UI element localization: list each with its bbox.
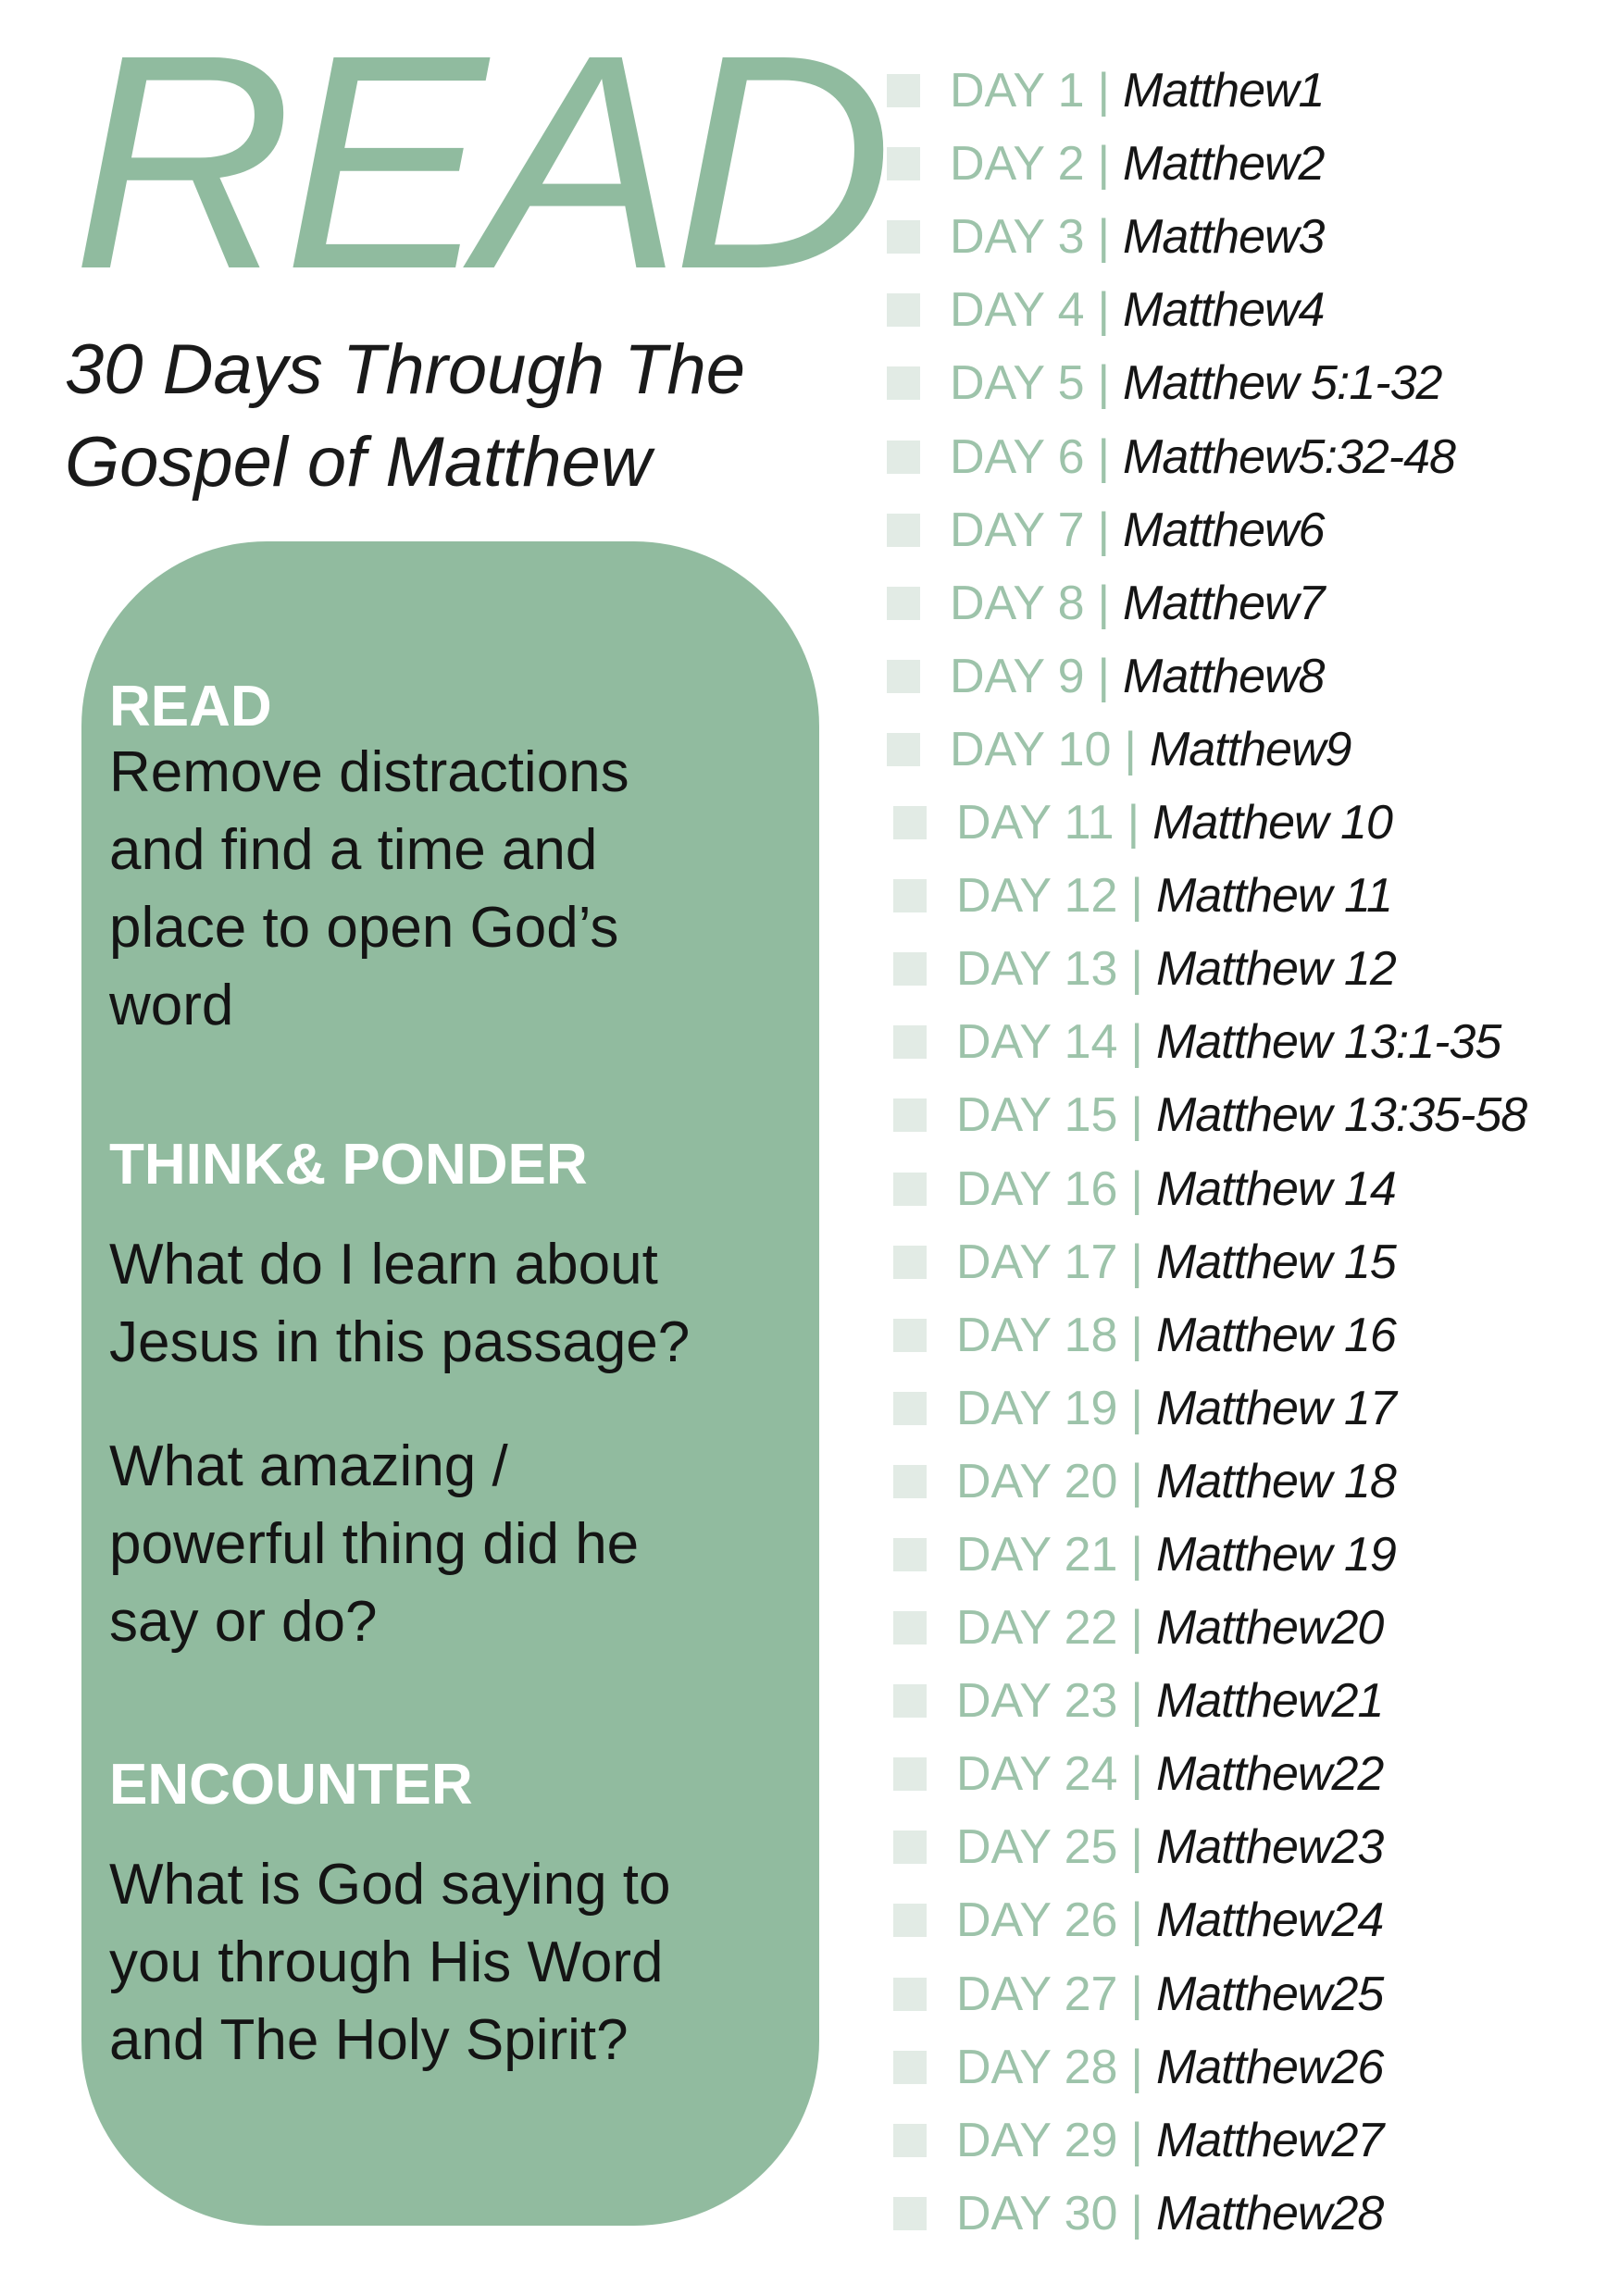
passage-reference: Matthew 5:1-32 [1123, 356, 1442, 410]
reading-plan-row [893, 1161, 1396, 1217]
passage-reference: Matthew9 [1149, 723, 1351, 776]
day-label: DAY 19 [956, 1382, 1118, 1435]
reading-plan-row [893, 2040, 1383, 2095]
think-question-powerful [109, 1428, 813, 1661]
reading-plan-row [893, 1014, 1501, 1070]
passage-reference: Matthew 18 [1155, 1455, 1396, 1508]
day-checkbox[interactable] [893, 2051, 927, 2084]
passage-reference: Matthew25 [1155, 1967, 1384, 2021]
question-line: Jesus in this passage? [109, 1310, 691, 1374]
reading-plan-row [893, 795, 1392, 850]
passage-reference: Matthew26 [1155, 2041, 1384, 2094]
day-label: DAY 23 [956, 1674, 1118, 1728]
day-label: DAY 15 [956, 1088, 1118, 1142]
read-line: place to open God’s [109, 896, 619, 960]
reading-plan-row [893, 2186, 1383, 2241]
reading-plan-row [887, 649, 1324, 704]
passage-reference: Matthew3 [1123, 210, 1325, 264]
reading-plan-row [887, 722, 1351, 777]
passage-reference: Matthew24 [1155, 1893, 1384, 1947]
day-separator: | [1130, 1455, 1143, 1508]
day-separator: | [1130, 2114, 1143, 2167]
passage-reference: Matthew23 [1155, 1820, 1384, 1874]
day-label: DAY 9 [950, 650, 1085, 703]
day-separator: | [1130, 1528, 1143, 1582]
day-checkbox[interactable] [887, 220, 920, 254]
day-label: DAY 24 [956, 1747, 1118, 1801]
reading-plan-row [893, 1819, 1383, 1875]
day-checkbox[interactable] [887, 733, 920, 766]
day-label: DAY 12 [956, 869, 1118, 923]
day-separator: | [1097, 283, 1111, 337]
passage-reference: Matthew28 [1155, 2187, 1384, 2240]
read-heading: READ [109, 675, 272, 738]
reading-plan-row [893, 1893, 1383, 1948]
day-label: DAY 5 [950, 356, 1085, 410]
reading-plan-row [893, 941, 1396, 997]
passage-reference: Matthew 16 [1155, 1309, 1396, 1362]
day-separator: | [1124, 723, 1137, 776]
passage-reference: Matthew5:32-48 [1123, 430, 1455, 484]
day-separator: | [1097, 577, 1111, 630]
encounter-heading: ENCOUNTER [109, 1753, 473, 1817]
day-label: DAY 6 [950, 430, 1085, 484]
day-checkbox[interactable] [887, 441, 920, 474]
passage-reference: Matthew6 [1123, 503, 1325, 557]
day-label: DAY 22 [956, 1601, 1118, 1655]
reading-plan-row [893, 1235, 1396, 1290]
reading-plan-row [893, 1527, 1396, 1582]
encounter-line: you through His Word [109, 1930, 664, 1994]
reading-plan-row [887, 355, 1441, 411]
day-label: DAY 25 [956, 1820, 1118, 1874]
reading-plan-row [893, 868, 1392, 924]
page-title: READ [72, 0, 884, 332]
day-label: DAY 1 [950, 64, 1085, 118]
day-label: DAY 3 [950, 210, 1085, 264]
day-separator: | [1130, 1088, 1143, 1142]
encounter-question [109, 1846, 813, 2079]
day-separator: | [1097, 137, 1111, 191]
passage-reference: Matthew 15 [1155, 1235, 1396, 1289]
reading-plan-row [887, 282, 1324, 338]
day-checkbox[interactable] [887, 74, 920, 107]
day-separator: | [1130, 1820, 1143, 1874]
reading-plan-row [887, 136, 1324, 192]
day-checkbox[interactable] [887, 366, 920, 400]
day-separator: | [1130, 1162, 1143, 1216]
passage-reference: Matthew 19 [1155, 1528, 1396, 1582]
day-label: DAY 20 [956, 1455, 1118, 1508]
day-checkbox[interactable] [893, 1978, 927, 2011]
day-label: DAY 30 [956, 2187, 1118, 2240]
day-label: DAY 29 [956, 2114, 1118, 2167]
day-checkbox[interactable] [893, 1831, 927, 1864]
day-separator: | [1130, 1674, 1143, 1728]
day-checkbox[interactable] [893, 2124, 927, 2157]
day-label: DAY 16 [956, 1162, 1118, 1216]
read-line: Remove distractions [109, 740, 629, 804]
reading-guide-card [81, 541, 819, 2226]
question-line: powerful thing did he [109, 1512, 640, 1576]
day-separator: | [1130, 1382, 1143, 1435]
passage-reference: Matthew 13:1-35 [1155, 1015, 1501, 1069]
day-label: DAY 17 [956, 1235, 1118, 1289]
read-line: word [109, 974, 234, 1037]
passage-reference: Matthew 12 [1155, 942, 1396, 996]
subtitle-line: Gospel of Matthew [65, 423, 652, 502]
reading-plan-row [887, 503, 1324, 558]
passage-reference: Matthew21 [1155, 1674, 1384, 1728]
reading-plan-row [893, 1673, 1383, 1729]
encounter-line: and The Holy Spirit? [109, 2008, 629, 2072]
passage-reference: Matthew 10 [1152, 796, 1392, 850]
day-checkbox[interactable] [887, 293, 920, 327]
passage-reference: Matthew22 [1155, 1747, 1384, 1801]
day-separator: | [1130, 1893, 1143, 1947]
day-separator: | [1097, 650, 1111, 703]
reading-plan-row [887, 63, 1324, 118]
day-checkbox[interactable] [887, 147, 920, 180]
reading-plan-row [893, 2113, 1383, 2168]
question-line: What do I learn about [109, 1233, 658, 1297]
day-separator: | [1130, 2041, 1143, 2094]
day-label: DAY 2 [950, 137, 1085, 191]
read-instructions [109, 734, 813, 1045]
day-separator: | [1097, 210, 1111, 264]
think-question-jesus [109, 1226, 813, 1382]
day-checkbox[interactable] [893, 1465, 927, 1498]
day-checkbox[interactable] [893, 1392, 927, 1425]
day-checkbox[interactable] [893, 1319, 927, 1352]
day-checkbox[interactable] [893, 2197, 927, 2230]
reading-plan-row [893, 1087, 1526, 1143]
day-separator: | [1130, 1015, 1143, 1069]
day-checkbox[interactable] [893, 879, 927, 912]
day-checkbox[interactable] [887, 660, 920, 693]
day-separator: | [1130, 1747, 1143, 1801]
reading-plan-row [893, 1454, 1396, 1509]
reading-plan-row [887, 429, 1455, 485]
passage-reference: Matthew 17 [1155, 1382, 1396, 1435]
day-separator: | [1097, 64, 1111, 118]
reading-plan-row [893, 1746, 1383, 1802]
passage-reference: Matthew8 [1123, 650, 1325, 703]
day-separator: | [1130, 1601, 1143, 1655]
day-label: DAY 11 [956, 796, 1115, 850]
day-separator: | [1130, 1309, 1143, 1362]
day-label: DAY 14 [956, 1015, 1118, 1069]
day-separator: | [1097, 356, 1111, 410]
encounter-line: What is God saying to [109, 1853, 671, 1917]
day-checkbox[interactable] [893, 1173, 927, 1206]
question-line: What amazing / [109, 1434, 508, 1498]
day-checkbox[interactable] [893, 1904, 927, 1937]
read-line: and find a time and [109, 818, 598, 882]
page-subtitle [65, 324, 852, 509]
question-line: say or do? [109, 1590, 378, 1654]
reading-plan-row [887, 576, 1324, 631]
day-checkbox[interactable] [893, 1246, 927, 1279]
day-label: DAY 7 [950, 503, 1085, 557]
day-separator: | [1097, 503, 1111, 557]
day-checkbox[interactable] [893, 1098, 927, 1132]
reading-plan-row [887, 209, 1324, 265]
day-checkbox[interactable] [893, 1025, 927, 1059]
day-separator: | [1130, 942, 1143, 996]
day-separator: | [1097, 430, 1111, 484]
day-checkbox[interactable] [893, 952, 927, 986]
day-label: DAY 27 [956, 1967, 1118, 2021]
day-label: DAY 21 [956, 1528, 1118, 1582]
reading-plan-row [893, 1308, 1396, 1363]
day-separator: | [1130, 2187, 1143, 2240]
day-label: DAY 26 [956, 1893, 1118, 1947]
day-separator: | [1130, 869, 1143, 923]
day-label: DAY 4 [950, 283, 1085, 337]
passage-reference: Matthew20 [1155, 1601, 1384, 1655]
day-checkbox[interactable] [887, 514, 920, 547]
day-checkbox[interactable] [887, 587, 920, 620]
day-separator: | [1130, 1967, 1143, 2021]
reading-plan-row [893, 1381, 1396, 1436]
day-label: DAY 28 [956, 2041, 1118, 2094]
passage-reference: Matthew27 [1155, 2114, 1384, 2167]
reading-plan-row [893, 1967, 1383, 2022]
day-checkbox[interactable] [893, 1757, 927, 1791]
day-checkbox[interactable] [893, 1611, 927, 1644]
day-checkbox[interactable] [893, 1538, 927, 1571]
day-checkbox[interactable] [893, 1684, 927, 1718]
day-checkbox[interactable] [893, 806, 927, 839]
passage-reference: Matthew1 [1123, 64, 1325, 118]
reading-plan-row [893, 1600, 1383, 1656]
passage-reference: Matthew2 [1123, 137, 1325, 191]
think-ponder-heading: THINK& PONDER [109, 1133, 588, 1197]
day-label: DAY 8 [950, 577, 1085, 630]
day-label: DAY 18 [956, 1309, 1118, 1362]
day-label: DAY 13 [956, 942, 1118, 996]
day-separator: | [1127, 796, 1140, 850]
passage-reference: Matthew 13:35-58 [1155, 1088, 1527, 1142]
day-separator: | [1130, 1235, 1143, 1289]
passage-reference: Matthew4 [1123, 283, 1325, 337]
subtitle-line: 30 Days Through The [65, 330, 746, 409]
passage-reference: Matthew 14 [1155, 1162, 1396, 1216]
day-label: DAY 10 [950, 723, 1112, 776]
passage-reference: Matthew 11 [1155, 869, 1392, 923]
passage-reference: Matthew7 [1123, 577, 1325, 630]
